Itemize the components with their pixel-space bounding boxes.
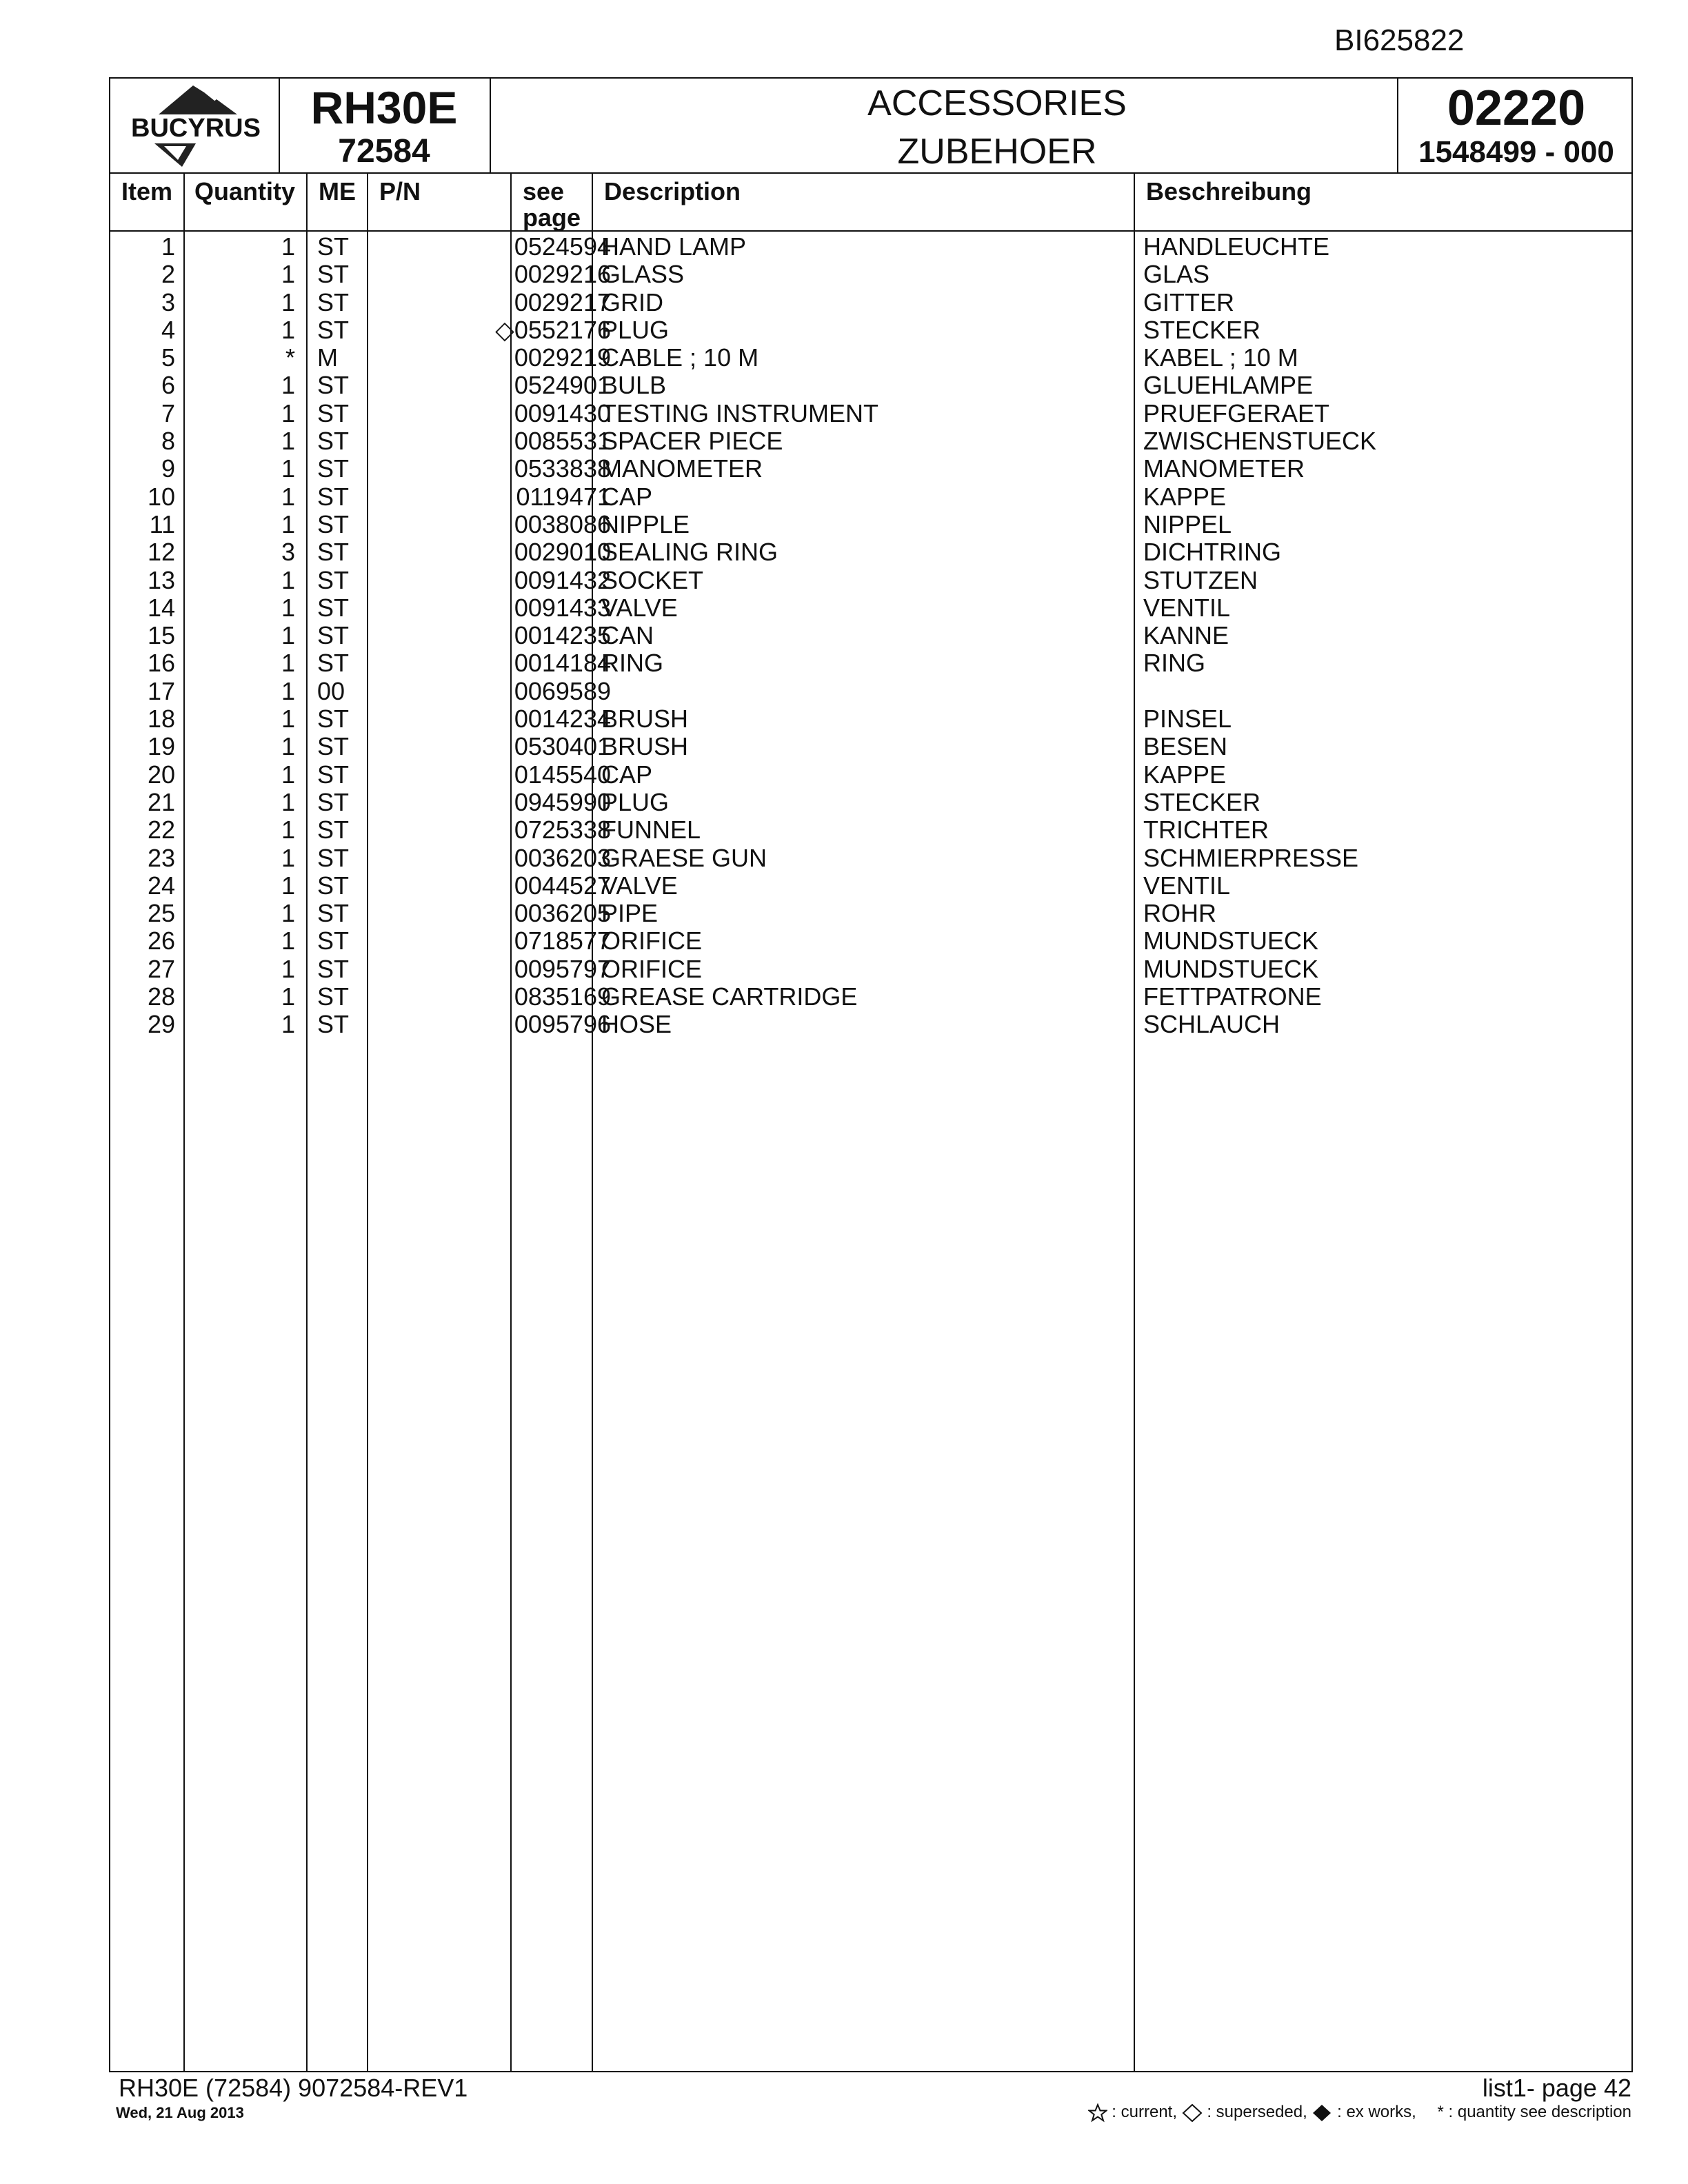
item-number: 8 [161,427,175,456]
description-cell: BULB [601,371,667,400]
beschreibung-cell: FETTPATRONE [1143,982,1322,1011]
symbol-legend [1088,2103,1631,2123]
table-row [110,538,1631,566]
item-number: 16 [147,649,175,678]
group-reference: 1548499 - 000 [1418,135,1614,169]
part-number-cell: 0014235 [514,621,611,650]
table-row [110,289,1631,316]
description-cell: GLASS [601,260,685,289]
table-row [110,372,1631,399]
filled-diamond-icon [1312,2103,1332,2123]
quantity-cell: 1 [281,427,295,456]
beschreibung-cell: SCHMIERPRESSE [1143,843,1359,872]
beschreibung-cell: BESEN [1143,732,1228,761]
unit-cell: ST [317,1010,350,1039]
item-number: 28 [147,982,175,1011]
unit-cell: ST [317,732,350,761]
logo-text: BUCYRUS [131,114,261,143]
item-number: 15 [147,621,175,650]
description-cell: GRID [601,287,663,316]
col-pn: P/N [379,177,421,205]
table-row [110,956,1631,983]
part-number-cell: 0038086 [514,509,611,538]
part-number-cell: 0069589 [514,676,611,705]
beschreibung-cell: SCHLAUCH [1143,1010,1280,1039]
beschreibung-cell: VENTIL [1143,871,1231,900]
beschreibung-cell: MUNDSTUECK [1143,954,1319,983]
beschreibung-cell: PRUEFGERAET [1143,398,1330,427]
item-number: 26 [147,927,175,956]
part-number-cell: 0029217 [514,287,611,316]
group-number: 02220 [1447,81,1586,136]
table-row [110,567,1631,594]
description-cell: CAN [601,621,654,650]
beschreibung-cell: ROHR [1143,899,1216,928]
table-row [110,733,1631,760]
part-number-cell: 0036205 [514,899,611,928]
quantity-cell: 1 [281,676,295,705]
item-number: 2 [161,260,175,289]
description-cell: GRAESE GUN [601,843,767,872]
table-row [110,427,1631,455]
quantity-cell: 1 [281,371,295,400]
beschreibung-cell: KAPPE [1143,760,1227,789]
unit-cell: ST [317,454,350,483]
unit-cell: ST [317,621,350,650]
quantity-cell: 1 [281,871,295,900]
unit-cell: ST [317,232,350,261]
unit-cell: ST [317,649,350,678]
unit-cell: ST [317,538,350,567]
description-cell: PLUG [601,787,670,816]
beschreibung-cell: KAPPE [1143,482,1227,511]
unit-cell: ST [317,509,350,538]
header-block [110,79,1631,174]
legend-quantity: * : quantity see description [1437,2103,1631,2121]
unit-cell: ST [317,398,350,427]
star-icon [1088,2103,1107,2123]
description-cell: BRUSH [601,705,689,734]
parts-table-body [110,233,1631,1039]
col-quantity: Quantity [194,177,296,205]
quantity-cell: 1 [281,398,295,427]
beschreibung-cell: HANDLEUCHTE [1143,232,1330,261]
open-diamond-icon [1182,2103,1203,2123]
model-name: RH30E [310,82,458,133]
table-row [110,594,1631,622]
quantity-cell: 1 [281,732,295,761]
item-number: 20 [147,760,175,789]
table-row [110,789,1631,816]
table-row [110,1011,1631,1038]
item-number: 4 [161,315,175,344]
part-number-cell: 0145540 [514,760,611,789]
description-cell: SPACER PIECE [601,427,783,456]
table-row [110,705,1631,733]
table-row [110,678,1631,705]
unit-cell: ST [317,760,350,789]
beschreibung-cell: NIPPEL [1143,509,1232,538]
table-row [110,400,1631,427]
beschreibung-cell: KANNE [1143,621,1229,650]
part-number-cell: 0718577 [514,927,611,956]
description-cell: FUNNEL [601,816,701,845]
bucyrus-logo [116,83,276,168]
description-cell: ORIFICE [601,927,703,956]
unit-cell: ST [317,982,350,1011]
parts-list-frame [109,77,1633,2072]
unit-cell: ST [317,371,350,400]
table-row [110,455,1631,483]
unit-cell: ST [317,927,350,956]
table-row [110,649,1631,677]
footer-date: Wed, 21 Aug 2013 [116,2104,244,2121]
unit-cell: ST [317,816,350,845]
description-cell: TESTING INSTRUMENT [601,398,878,427]
item-number: 29 [147,1010,175,1039]
part-number-cell: 0029010 [514,538,611,567]
col-description: Description [604,177,741,205]
quantity-cell: 1 [281,927,295,956]
description-cell: VALVE [601,871,678,900]
table-row [110,761,1631,789]
table-row [110,261,1631,288]
part-number-cell: 0091432 [514,565,611,594]
item-number: 12 [147,538,175,567]
table-row [110,483,1631,511]
col-beschreibung: Beschreibung [1146,177,1312,205]
footer-page: list1- page 42 [1482,2074,1631,2102]
quantity-cell: 1 [281,565,295,594]
table-row [110,816,1631,844]
quantity-cell: 1 [281,1010,295,1039]
description-cell: VALVE [601,593,678,622]
unit-cell: M [317,343,338,372]
description-cell: MANOMETER [601,454,763,483]
beschreibung-cell: DICHTRING [1143,538,1281,567]
item-number: 17 [147,676,175,705]
title-german: ZUBEHOER [897,132,1097,172]
col-me: ME [319,177,356,205]
description-cell: CABLE ; 10 M [601,343,759,372]
table-row [110,983,1631,1011]
item-number: 13 [147,565,175,594]
unit-cell: ST [317,593,350,622]
table-row [110,872,1631,900]
part-number-cell: 0085531 [514,427,611,456]
description-cell: RING [601,649,663,678]
quantity-cell: 1 [281,454,295,483]
description-cell: PLUG [601,315,670,344]
part-number-cell: 0091433 [514,593,611,622]
beschreibung-cell: STUTZEN [1143,565,1258,594]
part-number-cell: 0725338 [514,816,611,845]
legend-superseded: : superseded, [1207,2103,1307,2121]
item-number: 19 [147,732,175,761]
unit-cell: ST [317,260,350,289]
part-number-cell: 0119471 [516,482,611,511]
beschreibung-cell: GLAS [1143,260,1210,289]
legend-current: : current, [1112,2103,1177,2121]
description-cell: CAP [601,482,653,511]
description-cell: PIPE [601,899,659,928]
beschreibung-cell: MUNDSTUECK [1143,927,1319,956]
unit-cell: ST [317,315,350,344]
beschreibung-cell: ZWISCHENSTUECK [1143,427,1377,456]
quantity-cell: 1 [281,787,295,816]
col-see-page-1: see [523,177,565,205]
table-row [110,845,1631,872]
part-number-cell: 0835169 [514,982,611,1011]
unit-cell: ST [317,871,350,900]
quantity-cell: 1 [281,843,295,872]
part-number-cell: 0014234 [514,705,611,734]
item-number: 5 [161,343,175,372]
part-number-cell: 0524901 [514,371,611,400]
part-number-cell: 0533838 [514,454,611,483]
description-cell: HOSE [601,1010,672,1039]
table-row [110,344,1631,372]
description-cell: SOCKET [601,565,704,594]
footer-document-ref: RH30E (72584) 9072584-REV1 [119,2074,468,2102]
col-item: Item [121,177,173,205]
item-number: 1 [161,232,175,261]
quantity-cell: 1 [281,260,295,289]
item-number: 10 [147,482,175,511]
part-number-cell: 0036203 [514,843,611,872]
beschreibung-cell: PINSEL [1143,705,1232,734]
legend-ex-works: : ex works, [1337,2103,1416,2121]
beschreibung-cell: GLUEHLAMPE [1143,371,1314,400]
quantity-cell: 1 [281,899,295,928]
item-number: 7 [161,398,175,427]
quantity-cell: 1 [281,232,295,261]
unit-cell: ST [317,427,350,456]
item-number: 21 [147,787,175,816]
part-number-cell: 0029216 [514,260,611,289]
part-number-cell: 0530401 [514,732,611,761]
quantity-cell: 1 [281,816,295,845]
item-number: 24 [147,871,175,900]
quantity-cell: 1 [281,509,295,538]
item-number: 14 [147,593,175,622]
quantity-cell: 1 [281,482,295,511]
quantity-cell: 1 [281,760,295,789]
part-number-cell: ◇0552176 [495,315,611,344]
document-id: BI625822 [1334,23,1465,57]
part-number-cell: 0014184 [514,649,611,678]
quantity-cell: 3 [281,538,295,567]
description-cell: CAP [601,760,653,789]
table-row [110,622,1631,649]
item-number: 25 [147,899,175,928]
table-row [110,316,1631,344]
beschreibung-cell: STECKER [1143,315,1261,344]
unit-cell: ST [317,954,350,983]
item-number: 9 [161,454,175,483]
description-cell: GREASE CARTRIDGE [601,982,858,1011]
unit-cell: ST [317,287,350,316]
quantity-cell: 1 [281,287,295,316]
table-row [110,233,1631,261]
beschreibung-cell: TRICHTER [1143,816,1269,845]
part-number-cell: 0945990 [514,787,611,816]
part-number-cell: 0029219 [514,343,611,372]
unit-cell: ST [317,787,350,816]
item-number: 23 [147,843,175,872]
table-row [110,900,1631,927]
description-cell: ORIFICE [601,954,703,983]
model-number: 72584 [338,133,430,170]
item-number: 11 [149,509,175,538]
title-english: ACCESSORIES [867,83,1127,123]
item-number: 18 [147,705,175,734]
description-cell: NIPPLE [601,509,690,538]
quantity-cell: 1 [281,621,295,650]
unit-cell: ST [317,705,350,734]
part-number-cell: 0044527 [514,871,611,900]
description-cell: HAND LAMP [601,232,747,261]
item-number: 22 [147,816,175,845]
item-number: 3 [161,287,175,316]
beschreibung-cell: RING [1143,649,1205,678]
part-number-cell: 0524594 [514,232,611,261]
beschreibung-cell: GITTER [1143,287,1234,316]
quantity-cell: 1 [281,954,295,983]
description-cell: SEALING RING [601,538,778,567]
unit-cell: ST [317,482,350,511]
beschreibung-cell: KABEL ; 10 M [1143,343,1298,372]
unit-cell: 00 [317,676,345,705]
quantity-cell: 1 [281,593,295,622]
quantity-cell: 1 [281,705,295,734]
beschreibung-cell: STECKER [1143,787,1261,816]
item-number: 6 [161,371,175,400]
item-number: 27 [147,954,175,983]
beschreibung-cell: VENTIL [1143,593,1231,622]
description-cell: BRUSH [601,732,689,761]
part-number-cell: 0091430 [514,398,611,427]
part-number-cell: 0095796 [514,1010,611,1039]
beschreibung-cell: MANOMETER [1143,454,1305,483]
col-see-page-2: page [523,203,581,232]
quantity-cell: 1 [281,649,295,678]
quantity-cell: 1 [281,315,295,344]
unit-cell: ST [317,565,350,594]
unit-cell: ST [317,899,350,928]
table-row [110,927,1631,955]
column-header-row [110,174,1631,232]
part-number-cell: 0095797 [514,954,611,983]
table-row [110,511,1631,538]
unit-cell: ST [317,843,350,872]
quantity-cell: 1 [281,982,295,1011]
quantity-cell: * [285,343,295,372]
